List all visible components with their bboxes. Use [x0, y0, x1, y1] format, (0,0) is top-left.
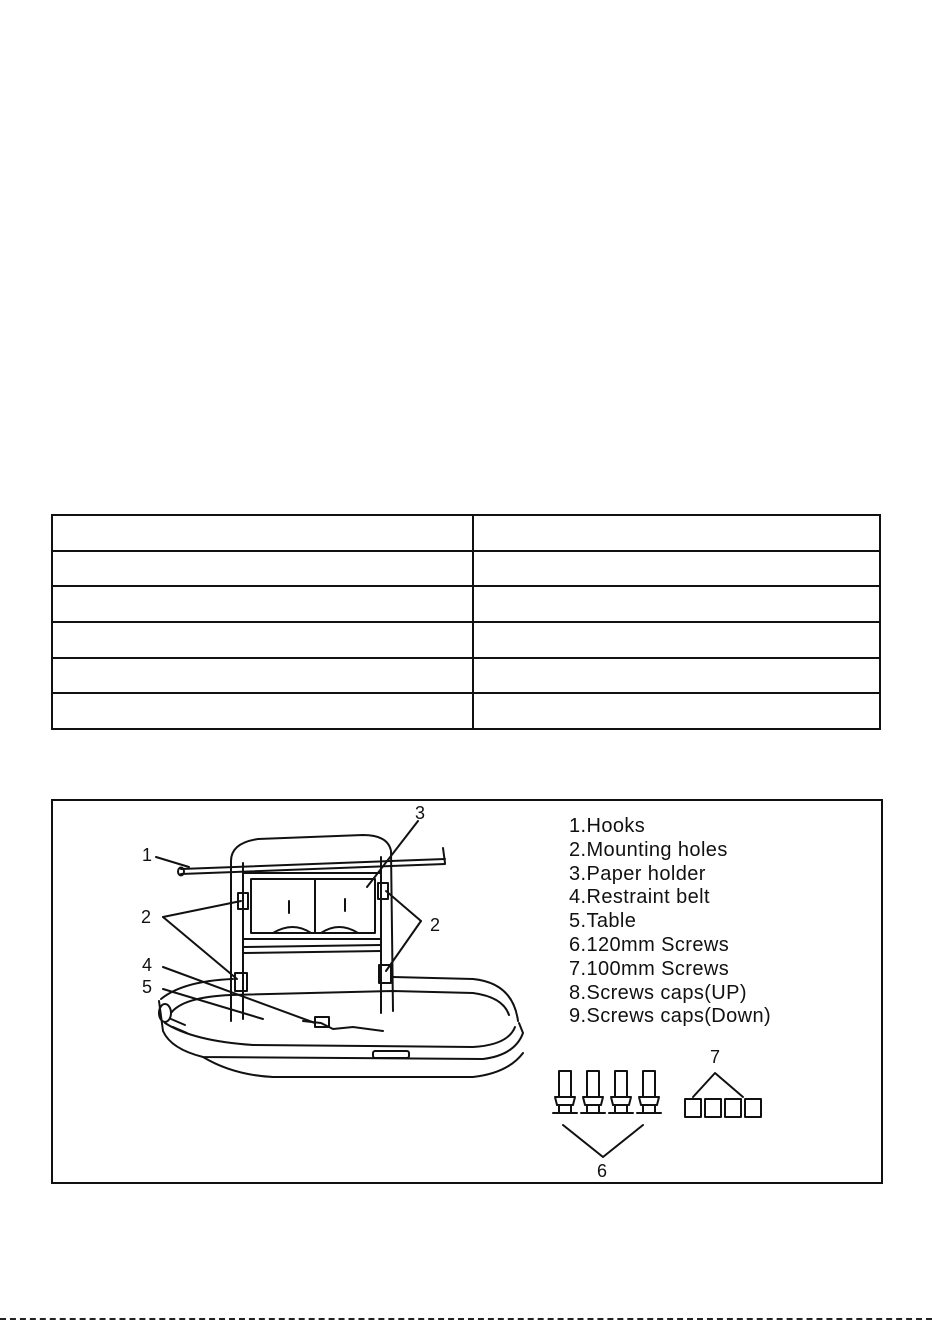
table-cell [52, 693, 473, 729]
callout-3: 3 [415, 803, 426, 823]
table-cell [473, 622, 880, 658]
callout-1: 1 [142, 845, 153, 865]
table-cell [473, 586, 880, 622]
restraint-belt-illustration [303, 1017, 383, 1031]
legend-item: 8.Screws caps(UP) [569, 981, 747, 1004]
footer-rule [0, 1318, 932, 1320]
parts-legend [569, 815, 771, 1029]
table-row [52, 693, 880, 729]
legend-item: 6.120mm Screws [569, 933, 730, 956]
table-cell [473, 658, 880, 694]
callout-4: 4 [142, 955, 153, 975]
screws-100mm-illustration [685, 1073, 761, 1117]
table-cell [52, 586, 473, 622]
specification-table [51, 514, 881, 730]
table-cell [52, 658, 473, 694]
table-cell [473, 693, 880, 729]
screws-120mm-illustration [553, 1071, 661, 1157]
legend-item: 7.100mm Screws [569, 957, 730, 980]
table-cell [473, 551, 880, 587]
mounting-holes-illustration [235, 883, 391, 991]
callout-7: 7 [710, 1047, 721, 1067]
callout-5: 5 [142, 977, 153, 997]
table-illustration [159, 977, 523, 1077]
table-cell [473, 515, 880, 551]
legend-item: 1.Hooks [569, 815, 646, 837]
legend-item: 2.Mounting holes [569, 838, 728, 861]
callout-2-right: 2 [430, 915, 441, 935]
legend-item: 9.Screws caps(Down) [569, 1005, 772, 1028]
table-row [52, 551, 880, 587]
table-cell [52, 551, 473, 587]
parts-figure [51, 799, 883, 1184]
legend-item: 4.Restraint belt [569, 886, 710, 909]
table-cell [52, 515, 473, 551]
hooks-illustration [178, 848, 445, 876]
callout-2-left: 2 [141, 907, 152, 927]
table-row [52, 515, 880, 551]
table-row [52, 658, 880, 694]
legend-item: 5.Table [569, 910, 637, 933]
table-row [52, 586, 880, 622]
callout-6: 6 [597, 1161, 608, 1181]
table-row [52, 622, 880, 658]
legend-item: 3.Paper holder [569, 862, 706, 885]
table-cell [52, 622, 473, 658]
